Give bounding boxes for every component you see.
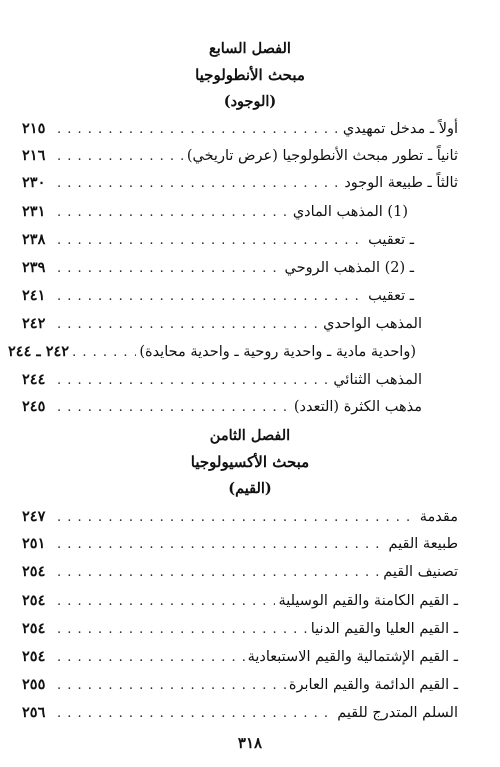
entry-label: ـ تعقيب	[368, 288, 414, 304]
dot-leader	[57, 205, 290, 220]
toc-entry	[22, 398, 422, 420]
dot-leader	[57, 537, 386, 552]
chapter7-subtitle: مبحث الأنطولوجيا	[195, 66, 305, 84]
dot-leader	[72, 345, 136, 360]
entry-label: ـ القيم العليا والقيم الدنيا	[310, 621, 458, 637]
dot-leader	[57, 594, 275, 609]
toc-entry	[22, 508, 458, 530]
toc-entry	[22, 147, 458, 169]
entry-page: ٢٤٧	[22, 508, 46, 525]
entry-label: ـ القيم الإشتمالية والقيم الاستبعادية	[247, 649, 458, 665]
entry-label: ـ تعقيب	[368, 232, 414, 248]
entry-label: ـ القيم الدائمة والقيم العابرة	[288, 677, 458, 693]
entry-label: مقدمة	[419, 509, 458, 525]
chapter7-title: الفصل السابع	[209, 40, 291, 57]
page-number: ٣١٨	[237, 734, 263, 752]
entry-label: ثالثاً ـ طبيعة الوجود	[344, 175, 458, 191]
dot-leader	[57, 122, 340, 137]
toc-entry	[22, 315, 422, 337]
dot-leader	[57, 317, 320, 332]
entry-page: ٢١٦	[22, 147, 46, 164]
entry-page: ٢٤٤	[22, 371, 46, 388]
dot-leader	[57, 261, 282, 276]
entry-label: أولاً ـ مدخل تمهيدي	[342, 121, 458, 137]
entry-page: ٢٤٢ ـ ٢٤٤	[8, 343, 70, 360]
toc-entry	[22, 174, 458, 196]
dot-leader	[57, 149, 184, 164]
entry-label: ـ (2) المذهب الروحي	[284, 260, 414, 276]
entry-label: تصنيف القيم	[383, 564, 458, 580]
toc-entry	[22, 231, 414, 253]
entry-page: ٢٣٩	[22, 259, 46, 276]
dot-leader	[57, 400, 291, 415]
entry-page: ٢٣٨	[22, 231, 46, 248]
dot-leader	[57, 289, 365, 304]
toc-entry	[22, 676, 458, 698]
toc-entry	[22, 648, 458, 670]
dot-leader	[57, 176, 341, 191]
entry-label: ثانياً ـ تطور مبحث الأنطولوجيا (عرض تاريخي)	[186, 148, 458, 164]
dot-leader	[57, 510, 417, 525]
dot-leader	[57, 565, 380, 580]
entry-page: ٢٥١	[22, 535, 46, 552]
entry-page: ٢٥٤	[22, 620, 46, 637]
entry-page: ٢٥٤	[22, 648, 46, 665]
toc-entry	[22, 620, 458, 642]
entry-label: مذهب الكثرة (التعدد)	[293, 399, 422, 415]
toc-entry	[8, 343, 416, 365]
toc-entry	[22, 259, 414, 281]
entry-page: ٢٤٢	[22, 315, 46, 332]
toc-entry	[22, 203, 408, 225]
entry-label: طبيعة القيم	[388, 536, 458, 552]
chapter8-topic: (القيم)	[228, 480, 272, 497]
entry-page: ٢١٥	[22, 120, 46, 137]
entry-label: (واحدية مادية ـ واحدية روحية ـ واحدية محايدة)	[139, 344, 416, 360]
entry-label: المذهب الثنائي	[333, 372, 422, 388]
chapter8-title: الفصل الثامن	[209, 427, 291, 444]
entry-page: ٢٥٤	[22, 592, 46, 609]
entry-page: ٢٥٥	[22, 676, 46, 693]
dot-leader	[57, 233, 365, 248]
entry-page: ٢٣١	[22, 203, 46, 220]
entry-label: المذهب الواحدي	[323, 316, 422, 332]
entry-label: (1) المذهب المادي	[292, 204, 408, 220]
dot-leader	[57, 650, 245, 665]
toc-entry	[22, 535, 458, 557]
entry-page: ٢٥٦	[22, 704, 46, 721]
entry-page: ٢٣٠	[22, 174, 46, 191]
toc-entry	[22, 704, 458, 726]
toc-entry	[22, 120, 458, 142]
entry-page: ٢٤٥	[22, 398, 46, 415]
chapter8-subtitle: مبحث الأكسيولوجيا	[190, 453, 310, 471]
entry-label: السلم المتدرج للقيم	[337, 705, 458, 721]
toc-entry	[22, 287, 414, 309]
dot-leader	[57, 373, 330, 388]
dot-leader	[57, 678, 286, 693]
entry-label: ـ القيم الكامنة والقيم الوسيلية	[278, 593, 458, 609]
toc-entry	[22, 563, 458, 585]
dot-leader	[57, 622, 308, 637]
dot-leader	[57, 706, 334, 721]
entry-page: ٢٤١	[22, 287, 46, 304]
entry-page: ٢٥٤	[22, 563, 46, 580]
toc-entry	[22, 592, 458, 614]
chapter7-topic: (الوجود)	[223, 93, 277, 110]
toc-entry	[22, 371, 422, 393]
